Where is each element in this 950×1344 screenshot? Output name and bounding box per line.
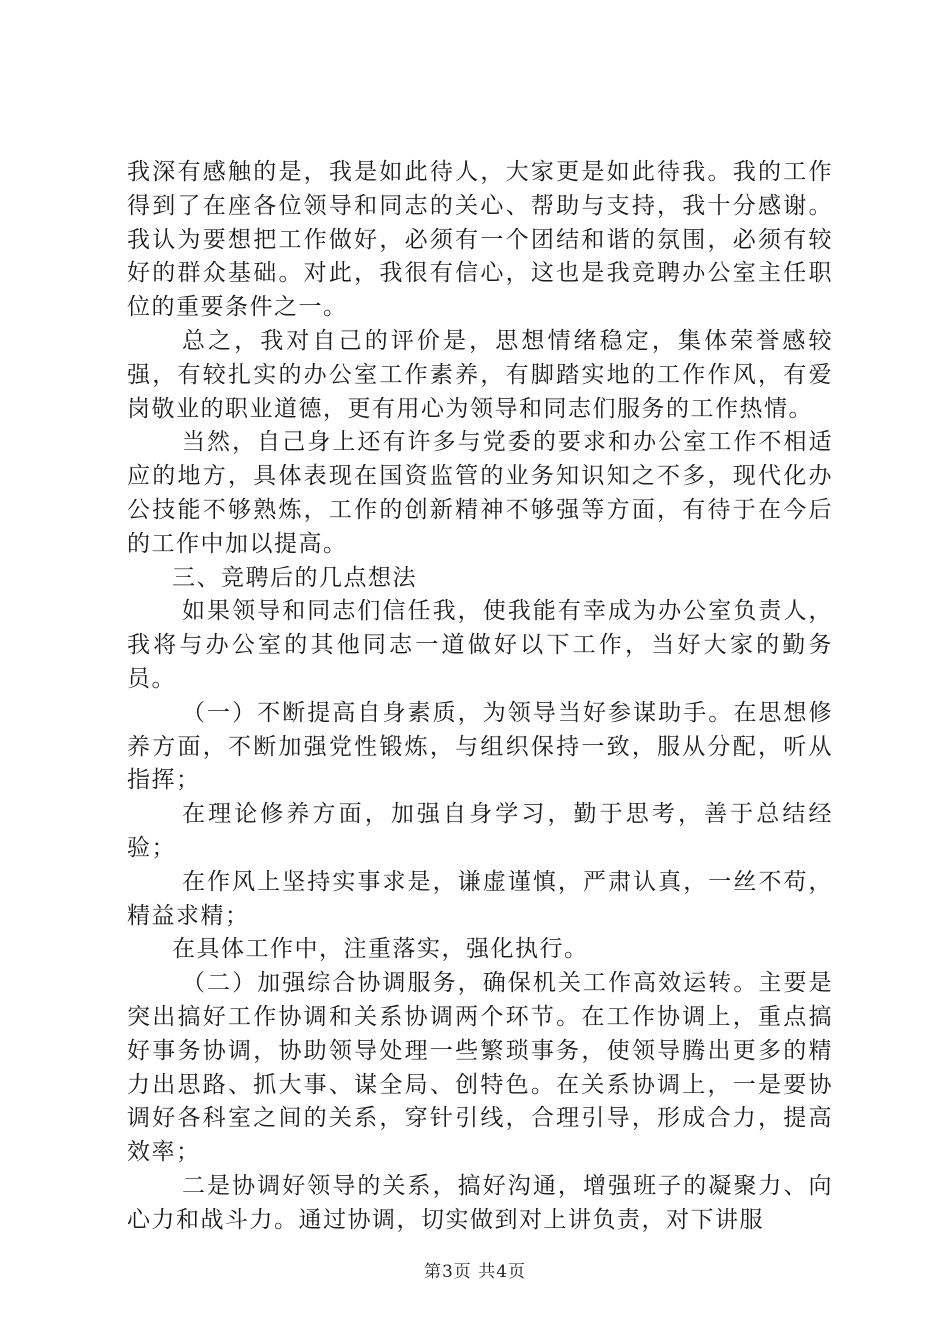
paragraph-7: 在作风上坚持实事求是，谦虚谨慎，严肃认真，一丝不苟，精益求精； (127, 868, 833, 929)
document-body (127, 156, 833, 1238)
paragraph-8: 在具体工作中，注重落实，强化执行。 (172, 936, 589, 963)
paragraph-4: 如果领导和同志们信任我，使我能有幸成为办公室负责人，我将与办公室的其他同志一道做好以下工作，当好大家的勤务员。 (127, 598, 833, 692)
paragraph-6: 在理论修养方面，加强自身学习，勤于思考，善于总结经验； (127, 801, 833, 861)
page-number-footer: 第3页 共4页 (423, 1262, 527, 1282)
paragraph-2: 总之，我对自己的评价是，思想情绪稳定，集体荣誉感较强，有较扎实的办公室工作素养，有脚踏实地的工作作风，有爱岗敬业的职业道德，更有用心为领导和同志们服务的工作热情。 (127, 327, 833, 422)
paragraph-9: （二）加强综合协调服务，确保机关工作高效运转。主要是突出搞好工作协调和关系协调两个环节。在工作协调上，重点搞好事务协调，协助领导处理一些繁琐事务，使领导腾出更多的精力出思路、抓大事、谋全局、创特色。在关系协调上，一是要协调好各科室之间的关系，穿针引线，合理引导，形成合力，提高效率； (127, 970, 833, 1166)
paragraph-1: 我深有感触的是，我是如此待人，大家更是如此待我。我的工作得到了在座各位领导和同志的关心、帮助与支持，我十分感谢。我认为要想把工作做好，必须有一个团结和谐的氛围，必须有较好的群众基础。对此，我很有信心，这也是我竞聘办公室主任职位的重要条件之一。 (127, 159, 833, 321)
paragraph-5: （一）不断提高自身素质，为领导当好参谋助手。在思想修养方面，不断加强党性锻炼，与组织保持一致，服从分配，听从指挥； (127, 699, 833, 794)
section-heading: 三、竞聘后的几点想法 (172, 564, 417, 591)
paragraph-3: 当然，自己身上还有许多与党委的要求和办公室工作不相适应的地方，具体表现在国资监管的业务知识知之不多，现代化办公技能不够熟炼，工作的创新精神不够强等方面，有待于在今后的工作中加以提高。 (127, 429, 833, 557)
paragraph-10: 二是协调好领导的关系，搞好沟通，增强班子的凝聚力、向心力和战斗力。通过协调，切实做到对上讲负责，对下讲服 (127, 1172, 833, 1233)
